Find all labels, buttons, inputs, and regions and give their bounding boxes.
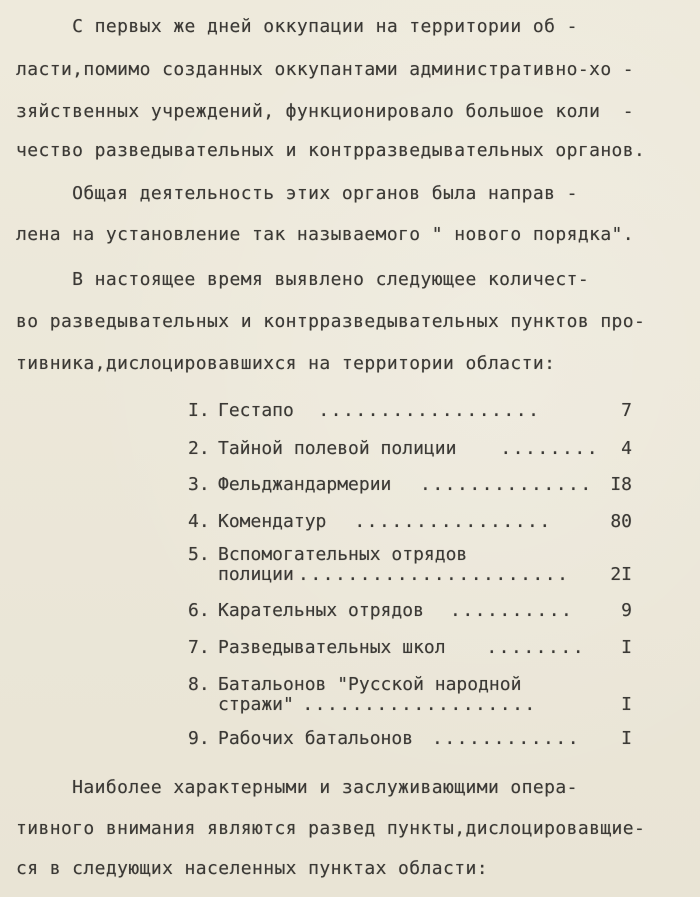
list-item-label: Разведывательных школ xyxy=(218,637,446,658)
list-item-value: 9 xyxy=(621,600,632,621)
list-item xyxy=(188,400,632,424)
list-item xyxy=(188,511,632,535)
list-item xyxy=(188,674,632,718)
list-item-label: Комендатур xyxy=(218,511,327,532)
list-item-value: I8 xyxy=(610,474,632,495)
list-item-label: Карательных отрядов xyxy=(218,600,424,621)
paragraph-3-line-2: во разведывательных и контрразведывательных пунктов про- xyxy=(16,311,646,332)
list-item xyxy=(188,474,632,498)
leader-dots: ............ xyxy=(432,728,581,749)
paragraph-1-line-1: С первых же дней оккупации на территории об - xyxy=(16,16,578,37)
paragraph-2-line-2: лена на установление так называемого " нового порядка". xyxy=(16,224,635,245)
leader-dots: ...................... xyxy=(298,564,570,585)
list-item xyxy=(188,438,632,462)
list-item-value: 7 xyxy=(621,400,632,421)
list-item xyxy=(188,600,632,624)
paragraph-1-line-4: чество разведывательных и контрразведывательных органов. xyxy=(16,140,646,161)
leader-dots: ................... xyxy=(290,694,537,715)
paragraph-1-line-2: ласти,помимо созданных оккупантами административно-хо - xyxy=(16,59,635,80)
list-item-label: Фельджандармерии xyxy=(218,474,392,495)
list-item-number: 7. xyxy=(188,637,210,658)
list-item-label-continuation: стражи" xyxy=(218,694,294,715)
leader-dots: .................. xyxy=(306,400,541,421)
paragraph-2-line-1: Общая деятельность этих органов была направ - xyxy=(16,183,578,204)
paragraph-4-line-3: ся в следующих населенных пунктах области: xyxy=(16,858,488,879)
list-item xyxy=(188,637,632,661)
list-item-number: 3. xyxy=(188,474,210,495)
list-item-label: Батальонов "Русской народной xyxy=(218,674,522,695)
leader-dots: .............. xyxy=(420,474,593,495)
leader-dots: ................ xyxy=(342,511,552,532)
list-item-number: I. xyxy=(188,400,210,421)
list-item-number: 9. xyxy=(188,728,210,749)
list-item-label: Рабочих батальонов xyxy=(218,728,414,749)
list-item-number: 4. xyxy=(188,511,210,532)
list-item-label-continuation: полиции xyxy=(218,564,294,585)
list-item-value: I xyxy=(621,637,632,658)
paragraph-1-line-3: зяйственных учреждений, функционировало большое коли - xyxy=(16,101,635,122)
list-item-label: Тайной полевой полиции xyxy=(218,438,457,459)
list-item-value: 2I xyxy=(610,564,632,585)
leader-dots: .......... xyxy=(450,600,574,621)
list-item-number: 5. xyxy=(188,544,210,565)
list-item-label: Вспомогательных отрядов xyxy=(218,544,468,565)
leader-dots: ........ xyxy=(474,637,586,658)
paragraph-3-line-3: тивника,дислоцировавшихся на территории области: xyxy=(16,353,556,374)
list-item-value: I xyxy=(621,694,632,715)
list-item-number: 8. xyxy=(188,674,210,695)
list-item-value: I xyxy=(621,728,632,749)
leader-dots: ........ xyxy=(488,438,600,459)
paragraph-4-line-1: Наиболее характерными и заслуживающими опера- xyxy=(16,777,578,798)
list-item-number: 6. xyxy=(188,600,210,621)
list-item-number: 2. xyxy=(188,438,210,459)
paragraph-3-line-1: В настоящее время выявлено следующее количест- xyxy=(16,269,590,290)
list-item-value: 4 xyxy=(621,438,632,459)
list-item xyxy=(188,544,632,588)
paragraph-4-line-2: тивного внимания являются развед пункты,дислоцировавщие- xyxy=(16,818,646,839)
list-item-label: Гестапо xyxy=(218,400,294,421)
list-item-value: 80 xyxy=(610,511,632,532)
list-item xyxy=(188,728,632,752)
